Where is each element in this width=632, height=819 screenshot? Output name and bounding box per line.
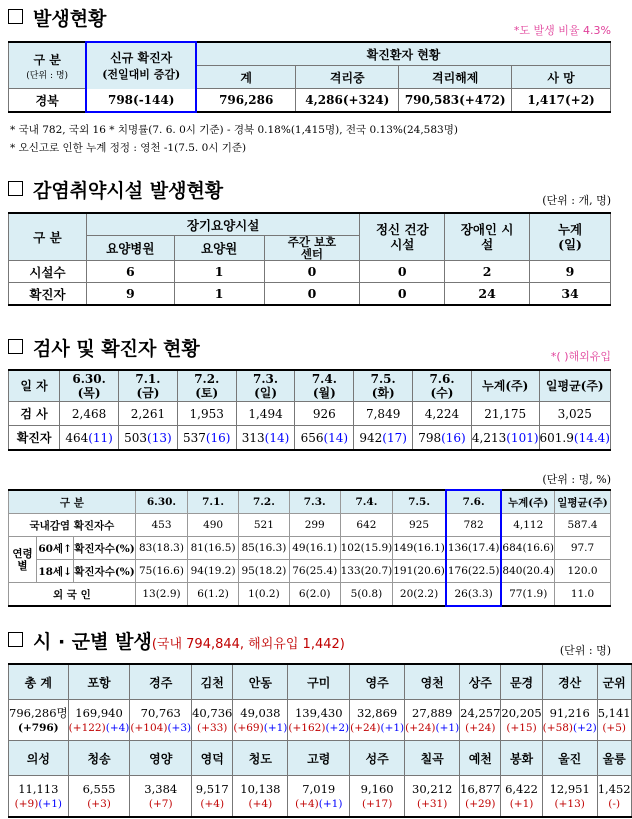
region-change [192, 720, 232, 735]
region-total: 10,138 [240, 781, 281, 796]
outbreak-status-table [8, 41, 611, 113]
section3-title [8, 334, 200, 361]
value-cell: 11.0 [555, 583, 611, 607]
section2-title [8, 176, 223, 203]
region-name: 총 계 [9, 664, 69, 700]
domestic-change: (+24) [405, 721, 436, 734]
overseas-count: (14) [323, 430, 349, 445]
value-cell: 587.4 [555, 514, 611, 537]
confirmed-main: 313 [241, 430, 265, 445]
region-change [288, 796, 349, 811]
region-change [130, 796, 191, 811]
cell: 1 [174, 283, 264, 306]
region-name: 성주 [350, 741, 405, 776]
overseas-change: (+1) [263, 721, 288, 734]
value-cell: 642 [340, 514, 393, 537]
test-value: 2,261 [119, 402, 178, 426]
checkbox-square-icon [8, 9, 23, 24]
region-name: 영천 [405, 664, 460, 700]
region-total: 20,205 [501, 705, 542, 720]
domestic-change: (+4) [295, 797, 319, 810]
section1-title-text: 발생현황 [33, 8, 107, 30]
value-cell: 95(18.2) [239, 560, 290, 583]
domestic-change: (+104) [130, 721, 168, 734]
region-change [9, 720, 68, 735]
region-value [9, 700, 69, 741]
region-value [501, 700, 542, 741]
header-cell: 7.3. [289, 490, 340, 514]
region-total: 796,286명 [9, 705, 68, 720]
region-total: 16,877 [460, 781, 501, 796]
header-cell: 7.5. [393, 490, 446, 514]
test-value: 21,175 [471, 402, 539, 426]
overseas-count: (16) [441, 430, 466, 445]
region-total: 27,889 [412, 705, 453, 720]
section4-unit: (단위 : 명, %) [542, 473, 611, 486]
overseas-change: (+4) [105, 721, 130, 734]
vulnerable-facility-table [8, 212, 611, 306]
value-cell: 453 [135, 514, 187, 537]
header-cell: 7.2. [239, 490, 290, 514]
value-cell: 133(20.7) [340, 560, 393, 583]
value-cell: 94(19.2) [188, 560, 239, 583]
cell: 24 [445, 283, 530, 306]
row-label: 시설수 [9, 261, 87, 283]
row-deaths: 1,417(+2) [512, 89, 611, 113]
header-longterm: 장기요양시설 [86, 213, 360, 236]
region-total: 30,212 [412, 781, 453, 796]
value-cell: 76(25.4) [289, 560, 340, 583]
age-group-table [8, 489, 611, 607]
cell: 0 [360, 261, 445, 283]
domestic-change: (+4) [248, 797, 273, 810]
header-cell: 7.4. [340, 490, 393, 514]
region-total: 9,160 [360, 781, 394, 796]
value-cell: 81(16.5) [188, 537, 239, 560]
region-change [501, 720, 541, 735]
region-value [597, 776, 631, 818]
confirmed-value [177, 426, 236, 451]
region-change [460, 720, 500, 735]
region-total: 91,216 [549, 705, 590, 720]
header-facility: 요양원 [174, 236, 264, 261]
confirmed-value [413, 426, 472, 451]
header-cumulative: 누계 (일) [530, 213, 611, 261]
region-change [598, 796, 631, 811]
region-value [130, 776, 192, 818]
region-name: 칠곡 [405, 741, 460, 776]
section2-unit: (단위 : 개, 명) [542, 194, 611, 207]
confirmed-main: 798 [418, 430, 442, 445]
header-cell: 7.6. (수) [413, 370, 472, 402]
region-change [405, 796, 459, 811]
value-cell: 83(18.3) [135, 537, 187, 560]
region-change [192, 796, 232, 811]
region-name: 울진 [542, 741, 597, 776]
cell: 9 [530, 261, 611, 283]
checkbox-square-icon [8, 339, 23, 354]
value-cell: 782 [446, 514, 502, 537]
row-new-cases: 798(-144) [86, 89, 196, 113]
region-value [460, 700, 501, 741]
region-change [69, 720, 130, 735]
section5-subtitle: (국내 794,844, 해외유입 1,442) [151, 637, 345, 652]
domestic-change: (+7) [148, 797, 173, 810]
overseas-count: (11) [88, 430, 113, 445]
value-cell: 299 [289, 514, 340, 537]
cell: 0 [264, 283, 360, 306]
region-total: 11,113 [18, 781, 59, 796]
header-cell: 7.6. [446, 490, 502, 514]
region-total: 40,736 [192, 705, 233, 720]
header-hospital: 요양병원 [86, 236, 174, 261]
row-label: 국내감염 확진자수 [9, 514, 136, 537]
region-total: 9,517 [195, 781, 229, 796]
region-change [598, 720, 631, 735]
confirmed-value [539, 426, 610, 451]
region-name: 경산 [542, 664, 597, 700]
cell: 0 [360, 283, 445, 306]
domestic-change: (+58) [542, 721, 574, 734]
overseas-change: (+2) [325, 721, 350, 734]
domestic-change: (+9) [14, 797, 39, 810]
region-change [288, 720, 349, 735]
domestic-change: (+122) [68, 721, 106, 734]
region-value [288, 776, 350, 818]
age-sublabel: 확진자수(%) [74, 537, 136, 560]
region-change [501, 796, 541, 811]
region-value [68, 700, 130, 741]
row-label: 확진자 [9, 283, 87, 306]
value-cell: 191(20.6) [393, 560, 446, 583]
header-status: 확진환자 현황 [196, 42, 610, 66]
overseas-change: (+1) [380, 721, 405, 734]
region-name: 청도 [233, 741, 288, 776]
value-cell: 925 [393, 514, 446, 537]
overseas-count: (14) [264, 430, 290, 445]
outbreak-ratio-note: *도 발생 비율 4.3% [513, 24, 611, 37]
overseas-change: (+1) [435, 721, 460, 734]
overseas-change: (+1) [38, 797, 62, 810]
overseas-change: (+3) [167, 721, 192, 734]
confirmed-value [471, 426, 539, 451]
confirmed-value [119, 426, 178, 451]
test-value: 3,025 [539, 402, 610, 426]
header-new-cases: 신규 확진자 (전일대비 증감) [86, 42, 196, 89]
section2-title-text: 감염취약시설 발생현황 [33, 180, 224, 202]
age-label: 60세↑ [36, 537, 73, 560]
region-total: 12,951 [549, 781, 590, 796]
region-change [543, 720, 597, 735]
value-cell: 840(20.4) [501, 560, 554, 583]
age-label: 18세↓ [36, 560, 73, 583]
confirmed-main: 601.9 [539, 430, 574, 445]
domestic-change: (+162) [288, 721, 326, 734]
region-total: 139,430 [294, 705, 343, 720]
region-name: 고령 [288, 741, 350, 776]
region-change [543, 796, 597, 811]
header-cell: 6.30. (목) [60, 370, 119, 402]
domestic-change: (+24) [350, 721, 381, 734]
region-change [130, 720, 191, 735]
test-value: 926 [295, 402, 354, 426]
region-total: 6,555 [82, 781, 116, 796]
region-name: 의성 [9, 741, 69, 776]
header-released: 격리해제 [399, 66, 512, 89]
domestic-change: (+17) [361, 797, 393, 810]
region-change [405, 720, 459, 735]
region-name: 영양 [130, 741, 192, 776]
region-value [288, 700, 350, 741]
footnote-2: * 오신고로 인한 누계 정정 : 영천 -1(7.5. 0시 기준) [10, 142, 247, 154]
region-name: 울릉 [597, 741, 631, 776]
region-name: 영주 [350, 664, 405, 700]
test-value: 1,494 [236, 402, 295, 426]
region-name: 예천 [460, 741, 501, 776]
footnote-1: * 국내 782, 국외 16 * 치명률(7. 6. 0시 기준) - 경북 0.18%(1,415명), 전국 0.13%(24,583명) [10, 124, 458, 136]
overseas-change: (+2) [573, 721, 597, 734]
overseas-count: (13) [147, 430, 172, 445]
value-cell: 6(2.0) [289, 583, 340, 607]
region-total: 3,384 [144, 781, 178, 796]
region-total: 5,141 [597, 705, 631, 720]
cell: 1 [174, 261, 264, 283]
confirmed-main: 4,213 [471, 430, 507, 445]
confirmed-value [295, 426, 354, 451]
value-cell: 1(0.2) [239, 583, 290, 607]
cell: 2 [445, 261, 530, 283]
confirmed-main: 464 [65, 430, 89, 445]
age-sublabel: 확진자수(%) [74, 560, 136, 583]
header-cell: 6.30. [135, 490, 187, 514]
checkbox-square-icon [8, 632, 23, 647]
section5-title-text: 시 · 군별 발생 [33, 631, 152, 653]
region-name: 문경 [501, 664, 542, 700]
section1-title [8, 4, 106, 31]
value-cell: 120.0 [555, 560, 611, 583]
region-name: 포항 [68, 664, 130, 700]
overseas-count: (14.4) [573, 430, 610, 445]
checkbox-square-icon [8, 181, 23, 196]
region-total: 6,422 [505, 781, 539, 796]
overseas-count: (16) [205, 430, 231, 445]
header-cell: 일 자 [9, 370, 60, 402]
region-value [501, 776, 542, 818]
cell: 34 [530, 283, 611, 306]
domestic-change: (+31) [416, 797, 448, 810]
header-cell: 누계(주) [501, 490, 554, 514]
value-cell: 85(16.3) [239, 537, 290, 560]
region-name: 청송 [68, 741, 130, 776]
domestic-change: (+13) [554, 797, 585, 810]
region-total: 1,452 [597, 781, 631, 796]
value-cell: 521 [239, 514, 290, 537]
value-cell: 4,112 [501, 514, 554, 537]
region-value [542, 700, 597, 741]
row-label: 외 국 인 [9, 583, 136, 607]
domestic-change: (+4) [200, 797, 225, 810]
region-change [69, 796, 130, 811]
confirmed-main: 656 [300, 430, 324, 445]
confirmed-main: 942 [359, 430, 383, 445]
header-cell: 누계(주) [471, 370, 539, 402]
row-region: 경북 [9, 89, 87, 113]
header-mental: 정신 건강시설 [360, 213, 445, 261]
region-name: 상주 [460, 664, 501, 700]
cell: 0 [264, 261, 360, 283]
confirmed-main: 503 [124, 430, 148, 445]
row-total: 796,286 [196, 89, 296, 113]
value-cell: 49(16.1) [289, 537, 340, 560]
value-cell: 13(2.9) [135, 583, 187, 607]
row-isolating: 4,286(+324) [296, 89, 399, 113]
region-change [233, 796, 287, 811]
value-cell: 26(3.3) [446, 583, 502, 607]
domestic-change: (+3) [87, 797, 111, 810]
header-disabled: 장애인 시설 [445, 213, 530, 261]
section5-unit: (단위 : 명) [559, 644, 611, 657]
header-cell: 7.5. (화) [354, 370, 413, 402]
header-total: 계 [196, 66, 296, 89]
region-value [9, 776, 69, 818]
section3-title-text: 검사 및 확진자 현황 [33, 338, 200, 360]
header-cell: 7.1. (금) [119, 370, 178, 402]
value-cell: 75(16.6) [135, 560, 187, 583]
domestic-change: (-) [608, 797, 621, 810]
region-name: 안동 [233, 664, 288, 700]
region-change [460, 796, 500, 811]
region-total: 49,038 [240, 705, 281, 720]
value-cell: 684(16.6) [501, 537, 554, 560]
value-cell: 6(1.2) [188, 583, 239, 607]
value-cell: 20(2.2) [393, 583, 446, 607]
region-value [350, 700, 405, 741]
section5-title [8, 627, 345, 654]
region-value [233, 700, 288, 741]
value-cell: 97.7 [555, 537, 611, 560]
header-deaths: 사 망 [512, 66, 611, 89]
domestic-change: (+5) [602, 721, 626, 734]
cell: 6 [86, 261, 174, 283]
region-value [405, 776, 460, 818]
age-group-label: 연령별 [9, 537, 37, 583]
domestic-change: (+796) [18, 721, 59, 734]
value-cell: 5(0.8) [340, 583, 393, 607]
value-cell: 102(15.9) [340, 537, 393, 560]
header-cell: 7.4. (월) [295, 370, 354, 402]
domestic-change: (+29) [465, 797, 496, 810]
value-cell: 490 [188, 514, 239, 537]
header-category: 구 분 [9, 213, 87, 261]
domestic-change: (+69) [233, 721, 264, 734]
region-change [233, 720, 287, 735]
overseas-count: (17) [382, 430, 407, 445]
region-name: 구미 [288, 664, 350, 700]
confirmed-main: 537 [182, 430, 206, 445]
test-confirmed-table [8, 369, 611, 451]
header-daycare: 주간 보호센터 [264, 236, 360, 261]
region-value [130, 700, 192, 741]
header-isolating: 격리중 [296, 66, 399, 89]
header-cell: 일평균(주) [539, 370, 610, 402]
test-value: 7,849 [354, 402, 413, 426]
header-cell: 일평균(주) [555, 490, 611, 514]
region-name: 봉화 [501, 741, 542, 776]
confirmed-value [236, 426, 295, 451]
region-value [192, 700, 233, 741]
domestic-change: (+1) [509, 797, 534, 810]
confirmed-value [354, 426, 413, 451]
value-cell: 176(22.5) [446, 560, 502, 583]
overseas-note: *( )해외유입 [550, 350, 611, 363]
domestic-change: (+24) [465, 721, 496, 734]
region-name: 경주 [130, 664, 192, 700]
value-cell: 136(17.4) [446, 537, 502, 560]
test-value: 1,953 [177, 402, 236, 426]
region-value [68, 776, 130, 818]
row-released: 790,583(+472) [399, 89, 512, 113]
region-value [405, 700, 460, 741]
region-value [597, 700, 631, 741]
test-value: 4,224 [413, 402, 472, 426]
region-value [460, 776, 501, 818]
header-category: 구 분 (단위 : 명) [9, 42, 87, 89]
region-name: 김천 [192, 664, 233, 700]
region-value [542, 776, 597, 818]
header-cell: 7.1. [188, 490, 239, 514]
domestic-change: (+33) [197, 721, 228, 734]
region-value [350, 776, 405, 818]
region-change [350, 796, 404, 811]
region-value [233, 776, 288, 818]
value-cell: 77(1.9) [501, 583, 554, 607]
header-cell: 구 분 [9, 490, 136, 514]
header-cell: 7.2. (토) [177, 370, 236, 402]
cell: 9 [86, 283, 174, 306]
confirmed-value [60, 426, 119, 451]
region-total: 70,763 [140, 705, 181, 720]
region-name: 영덕 [192, 741, 233, 776]
region-value [192, 776, 233, 818]
region-total: 7,019 [302, 781, 336, 796]
domestic-change: (+15) [506, 721, 537, 734]
row-label: 검 사 [9, 402, 60, 426]
city-county-table [8, 663, 632, 818]
test-value: 2,468 [60, 402, 119, 426]
region-total: 32,869 [357, 705, 398, 720]
region-change [9, 796, 68, 811]
overseas-count: (101) [506, 430, 539, 445]
value-cell: 149(16.1) [393, 537, 446, 560]
region-total: 169,940 [75, 705, 123, 720]
region-change [350, 720, 404, 735]
header-cell: 7.3. (일) [236, 370, 295, 402]
overseas-change: (+1) [318, 797, 343, 810]
row-label: 확진자 [9, 426, 60, 451]
region-name: 군위 [597, 664, 631, 700]
region-total: 24,257 [460, 705, 501, 720]
